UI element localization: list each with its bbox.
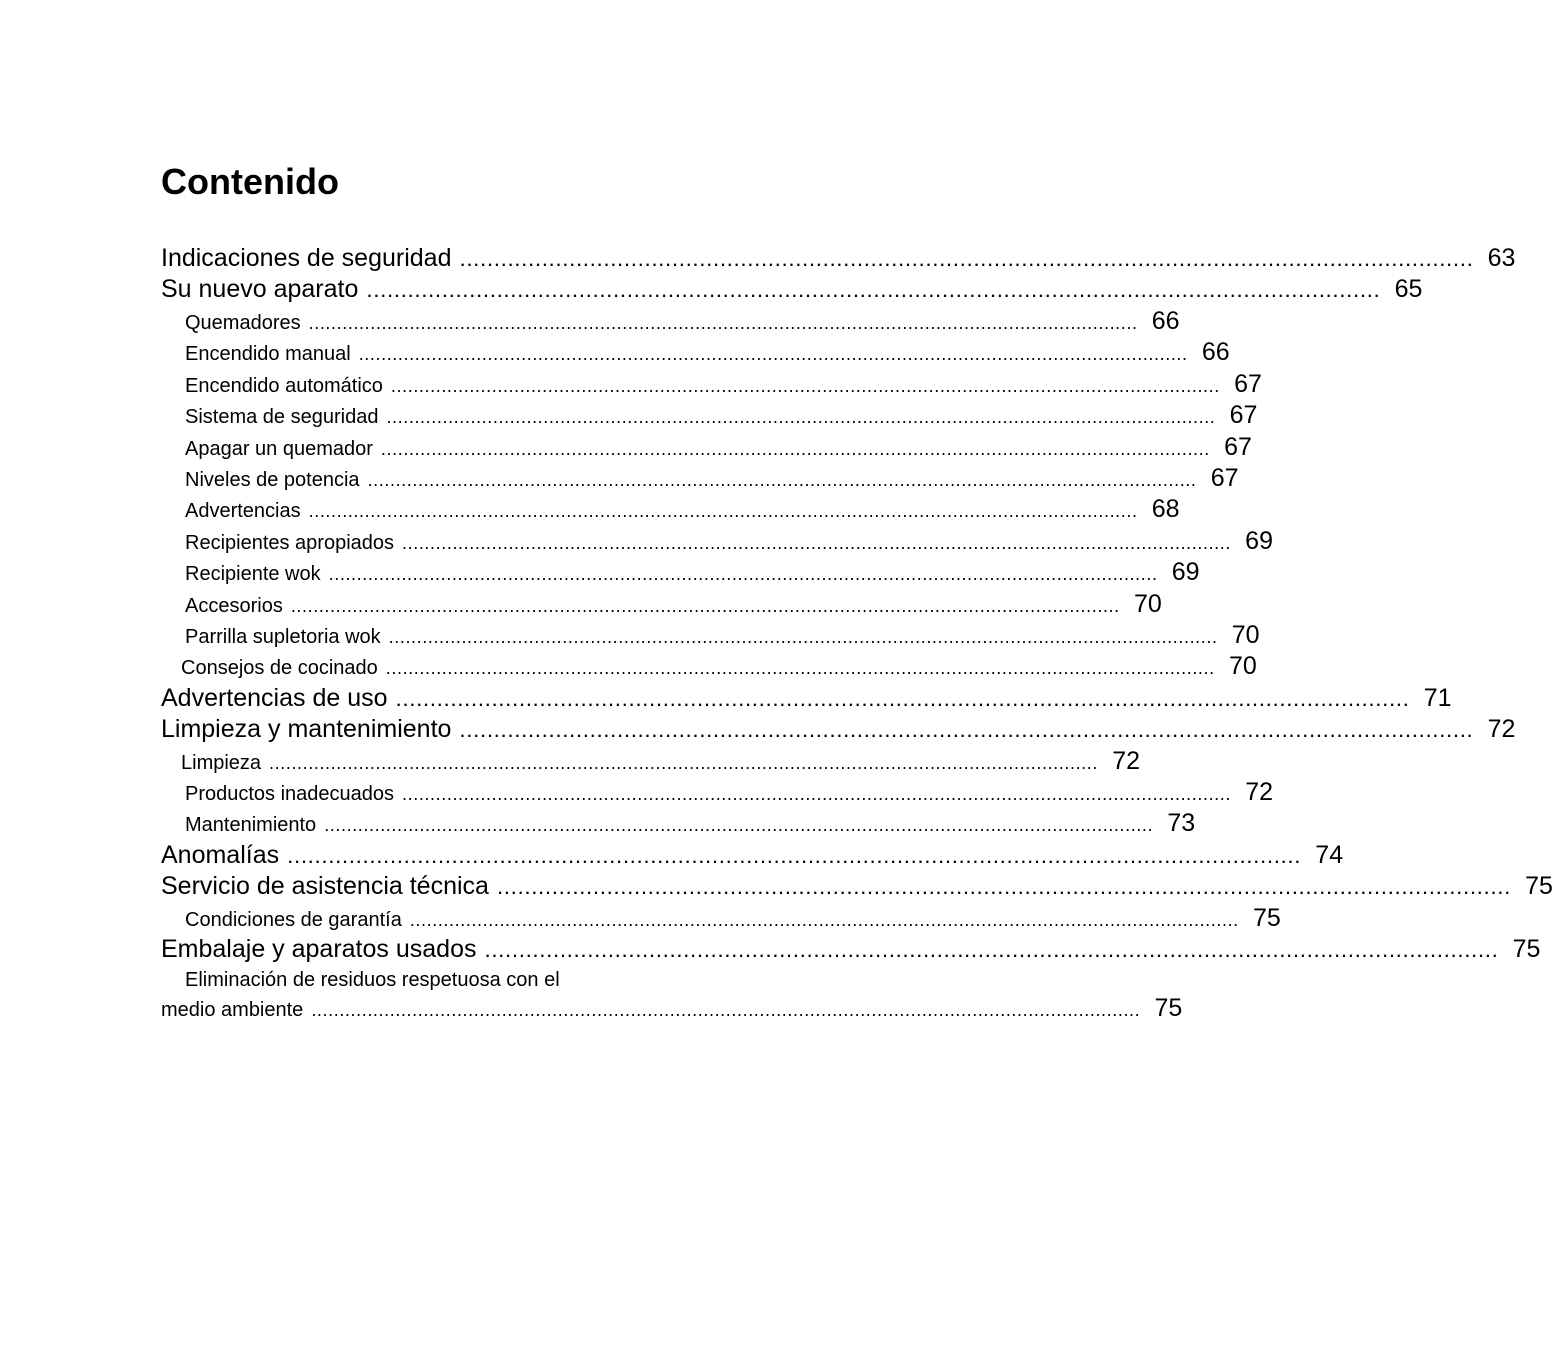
dot-leader: .................................................................................................................................................... [380,439,1210,459]
toc-entry[interactable] [161,275,1423,307]
toc-entry[interactable] [161,872,1553,904]
toc-page-number: 74 [1315,841,1344,869]
dot-leader: .................................................................................................................................................... [409,910,1239,930]
dot-leader: .................................................................................................................................................... [269,753,1098,773]
toc-page-number: 73 [1167,809,1196,837]
toc-entry[interactable] [185,433,1252,465]
toc-entry[interactable] [185,370,1262,402]
toc-page-number: 70 [1228,652,1257,680]
toc-page-number: 67 [1224,433,1252,461]
page-title: Contenido [161,161,339,202]
toc-entry-title: Limpieza y mantenimiento [161,715,452,743]
toc-entry-title: Productos inadecuados [185,783,395,805]
toc-entry-title: Recipiente wok [185,563,321,585]
toc-entry-title: Mantenimiento [185,814,317,836]
toc-entry-title: Sistema de seguridad [185,406,379,428]
toc-entry-title: Indicaciones de seguridad [161,244,452,272]
dot-leader: .................................................................................................................................................... [402,533,1231,553]
dot-leader: .................................................................................................................................................... [484,937,1499,962]
toc-entry-title: Limpieza [181,752,262,774]
toc-entry[interactable] [161,684,1452,716]
toc-page-number: 66 [1201,338,1230,366]
toc-entry[interactable] [181,652,1257,684]
toc-page-number: 75 [1512,935,1541,963]
toc-page-number: 75 [1525,872,1553,900]
dot-leader: .................................................................................................................................................... [358,344,1188,364]
toc-entry[interactable] [185,590,1162,622]
dot-leader: .................................................................................................................................................... [287,843,1302,868]
toc-entry-title: Accesorios [185,595,283,617]
toc-entry[interactable] [181,747,1140,779]
toc-page-number: 75 [1154,994,1183,1022]
toc-entry[interactable] [185,338,1230,370]
dot-leader: .................................................................................................................................................... [496,874,1511,899]
toc-page-number: 67 [1229,401,1258,429]
dot-leader: .................................................................................................................................................... [308,313,1138,333]
toc-entry[interactable] [185,621,1260,653]
toc-page-number: 63 [1487,244,1516,272]
dot-leader: .................................................................................................................................................... [328,564,1158,584]
toc-entry-title: Quemadores [185,312,301,334]
toc-entry[interactable] [185,464,1239,496]
toc-page-number: 71 [1423,684,1452,712]
toc-entry-title: Apagar un quemador [185,438,373,460]
toc-entry[interactable] [161,994,1183,1026]
toc-entry-title: Embalaje y aparatos usados [161,935,477,963]
toc-entry-title: Servicio de asistencia técnica [161,872,489,900]
toc-entry-title: Advertencias de uso [161,684,388,712]
toc-page-number: 72 [1245,778,1273,806]
toc-entry[interactable] [161,715,1516,747]
toc-page-number: 72 [1487,715,1516,743]
dot-leader: .................................................................................................................................................... [290,596,1120,616]
toc-entry-title: Su nuevo aparato [161,275,359,303]
dot-leader: .................................................................................................................................................... [367,470,1197,490]
toc-page-number: 67 [1234,370,1262,398]
toc-entry-title: Advertencias [185,500,301,522]
toc-entry[interactable] [161,841,1344,873]
dot-leader: .................................................................................................................................................... [386,407,1216,427]
toc-entry-title: Condiciones de garantía [185,909,402,931]
toc-entry-title: Recipientes apropiados [185,532,395,554]
dot-leader: .................................................................................................................................................... [311,1000,1141,1020]
toc-page-number: 69 [1171,558,1200,586]
dot-leader: .................................................................................................................................................... [366,277,1381,302]
toc-page-number: 67 [1210,464,1239,492]
toc-entry-title: Anomalías [161,841,280,869]
dot-leader: .................................................................................................................................................... [395,686,1410,711]
toc-entry[interactable] [185,809,1196,841]
dot-leader: .................................................................................................................................................... [390,376,1220,396]
toc-page-number: 70 [1133,590,1162,618]
dot-leader: .................................................................................................................................................... [324,815,1154,835]
toc-entry[interactable] [185,495,1180,527]
dot-leader: .................................................................................................................................................... [402,784,1231,804]
toc-page-number: 65 [1394,275,1423,303]
toc-page-number: 69 [1245,527,1273,555]
dot-leader: .................................................................................................................................................... [459,717,1474,742]
dot-leader: .................................................................................................................................................... [459,246,1474,271]
toc-page-number: 72 [1112,747,1140,775]
toc-entry[interactable] [185,527,1273,559]
toc-entry[interactable] [185,307,1180,339]
toc-entry-title: Parrilla supletoria wok [185,626,381,648]
toc-entry[interactable] [185,904,1281,936]
toc-entry[interactable] [161,244,1516,276]
toc-page-number: 70 [1231,621,1260,649]
toc-entry[interactable] [185,558,1200,590]
toc-entry-title: Encendido manual [185,343,351,365]
toc-entry[interactable] [185,778,1273,810]
toc-entry-title: Encendido automático [185,375,383,397]
dot-leader: .................................................................................................................................................... [385,658,1215,678]
toc-page-number: 68 [1151,495,1180,523]
toc-entry-title-line2: medio ambiente [161,999,304,1021]
dot-leader: .................................................................................................................................................... [308,501,1138,521]
dot-leader: .................................................................................................................................................... [388,627,1218,647]
toc-entry-title: Niveles de potencia [185,469,360,491]
toc-page-number: 66 [1151,307,1180,335]
toc-entry[interactable] [161,935,1541,967]
toc-entry-title: Consejos de cocinado [181,657,378,679]
toc-entry-title-line1: Eliminación de residuos respetuosa con el [185,969,560,991]
toc-page-number: 75 [1252,904,1281,932]
toc-entry[interactable] [185,401,1258,433]
